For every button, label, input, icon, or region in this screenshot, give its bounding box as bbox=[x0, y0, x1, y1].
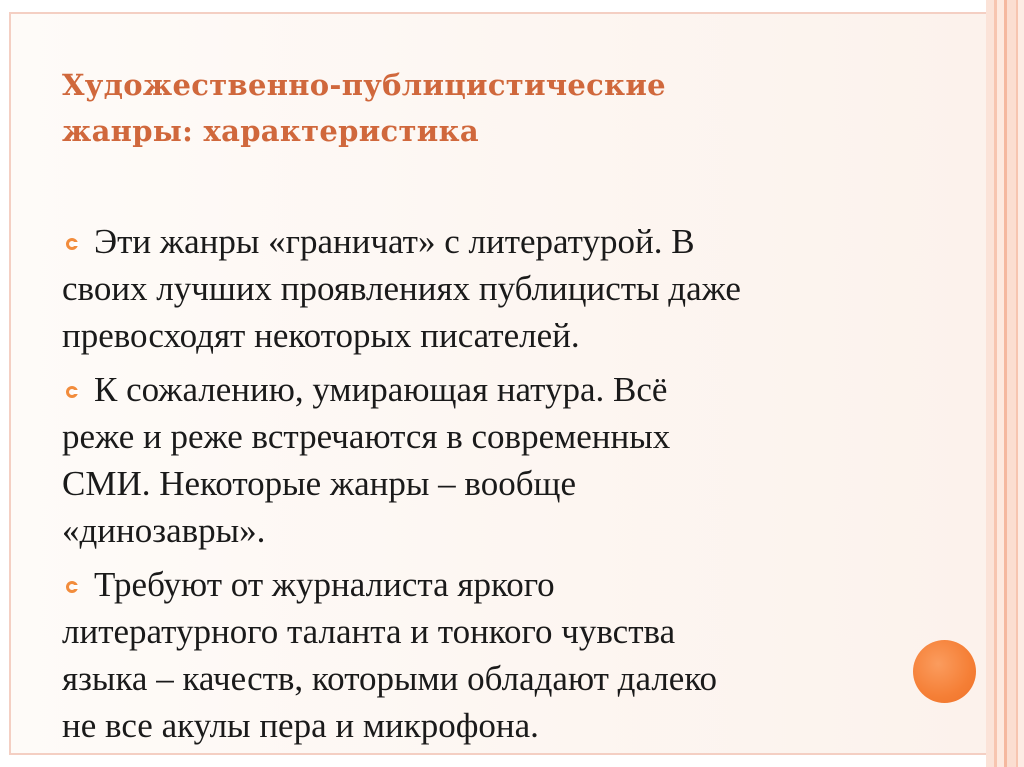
bullet-item bbox=[62, 218, 922, 359]
ring-bullet-icon bbox=[66, 238, 78, 250]
orange-circle-decoration bbox=[913, 640, 976, 703]
title-line-1: Художественно-публицистические bbox=[62, 68, 666, 102]
bullet-2-line-3: СМИ. Некоторые жанры – вообще bbox=[62, 464, 576, 503]
bullet-2-line-2: реже и реже встречаются в современных bbox=[62, 417, 671, 456]
bullet-3-line-2: литературного таланта и тонкого чувства bbox=[62, 612, 676, 651]
bullet-3-line-4: не все акулы пера и микрофона. bbox=[62, 706, 539, 745]
bullet-1-line-3: превосходят некоторых писателей. bbox=[62, 316, 580, 355]
bullet-1-line-2: своих лучших проявлениях публицисты даже bbox=[62, 269, 741, 308]
ring-bullet-icon bbox=[66, 386, 78, 398]
bullet-item bbox=[62, 366, 922, 554]
bullet-1-line-1: Эти жанры «граничат» с литературой. В bbox=[94, 222, 695, 261]
bullet-2-line-4: «динозавры». bbox=[62, 511, 266, 550]
decorative-stripes bbox=[986, 0, 1024, 767]
title-line-2: жанры: характеристика bbox=[62, 114, 479, 148]
bullet-2-line-1: К сожалению, умирающая натура. Всё bbox=[94, 370, 668, 409]
bullet-item bbox=[62, 561, 922, 749]
slide-title bbox=[62, 62, 942, 154]
bullet-list bbox=[62, 218, 922, 756]
bullet-3-line-1: Требуют от журналиста яркого bbox=[94, 565, 555, 604]
bullet-3-line-3: языка – качеств, которыми обладают далеко bbox=[62, 659, 718, 698]
ring-bullet-icon bbox=[66, 581, 78, 593]
